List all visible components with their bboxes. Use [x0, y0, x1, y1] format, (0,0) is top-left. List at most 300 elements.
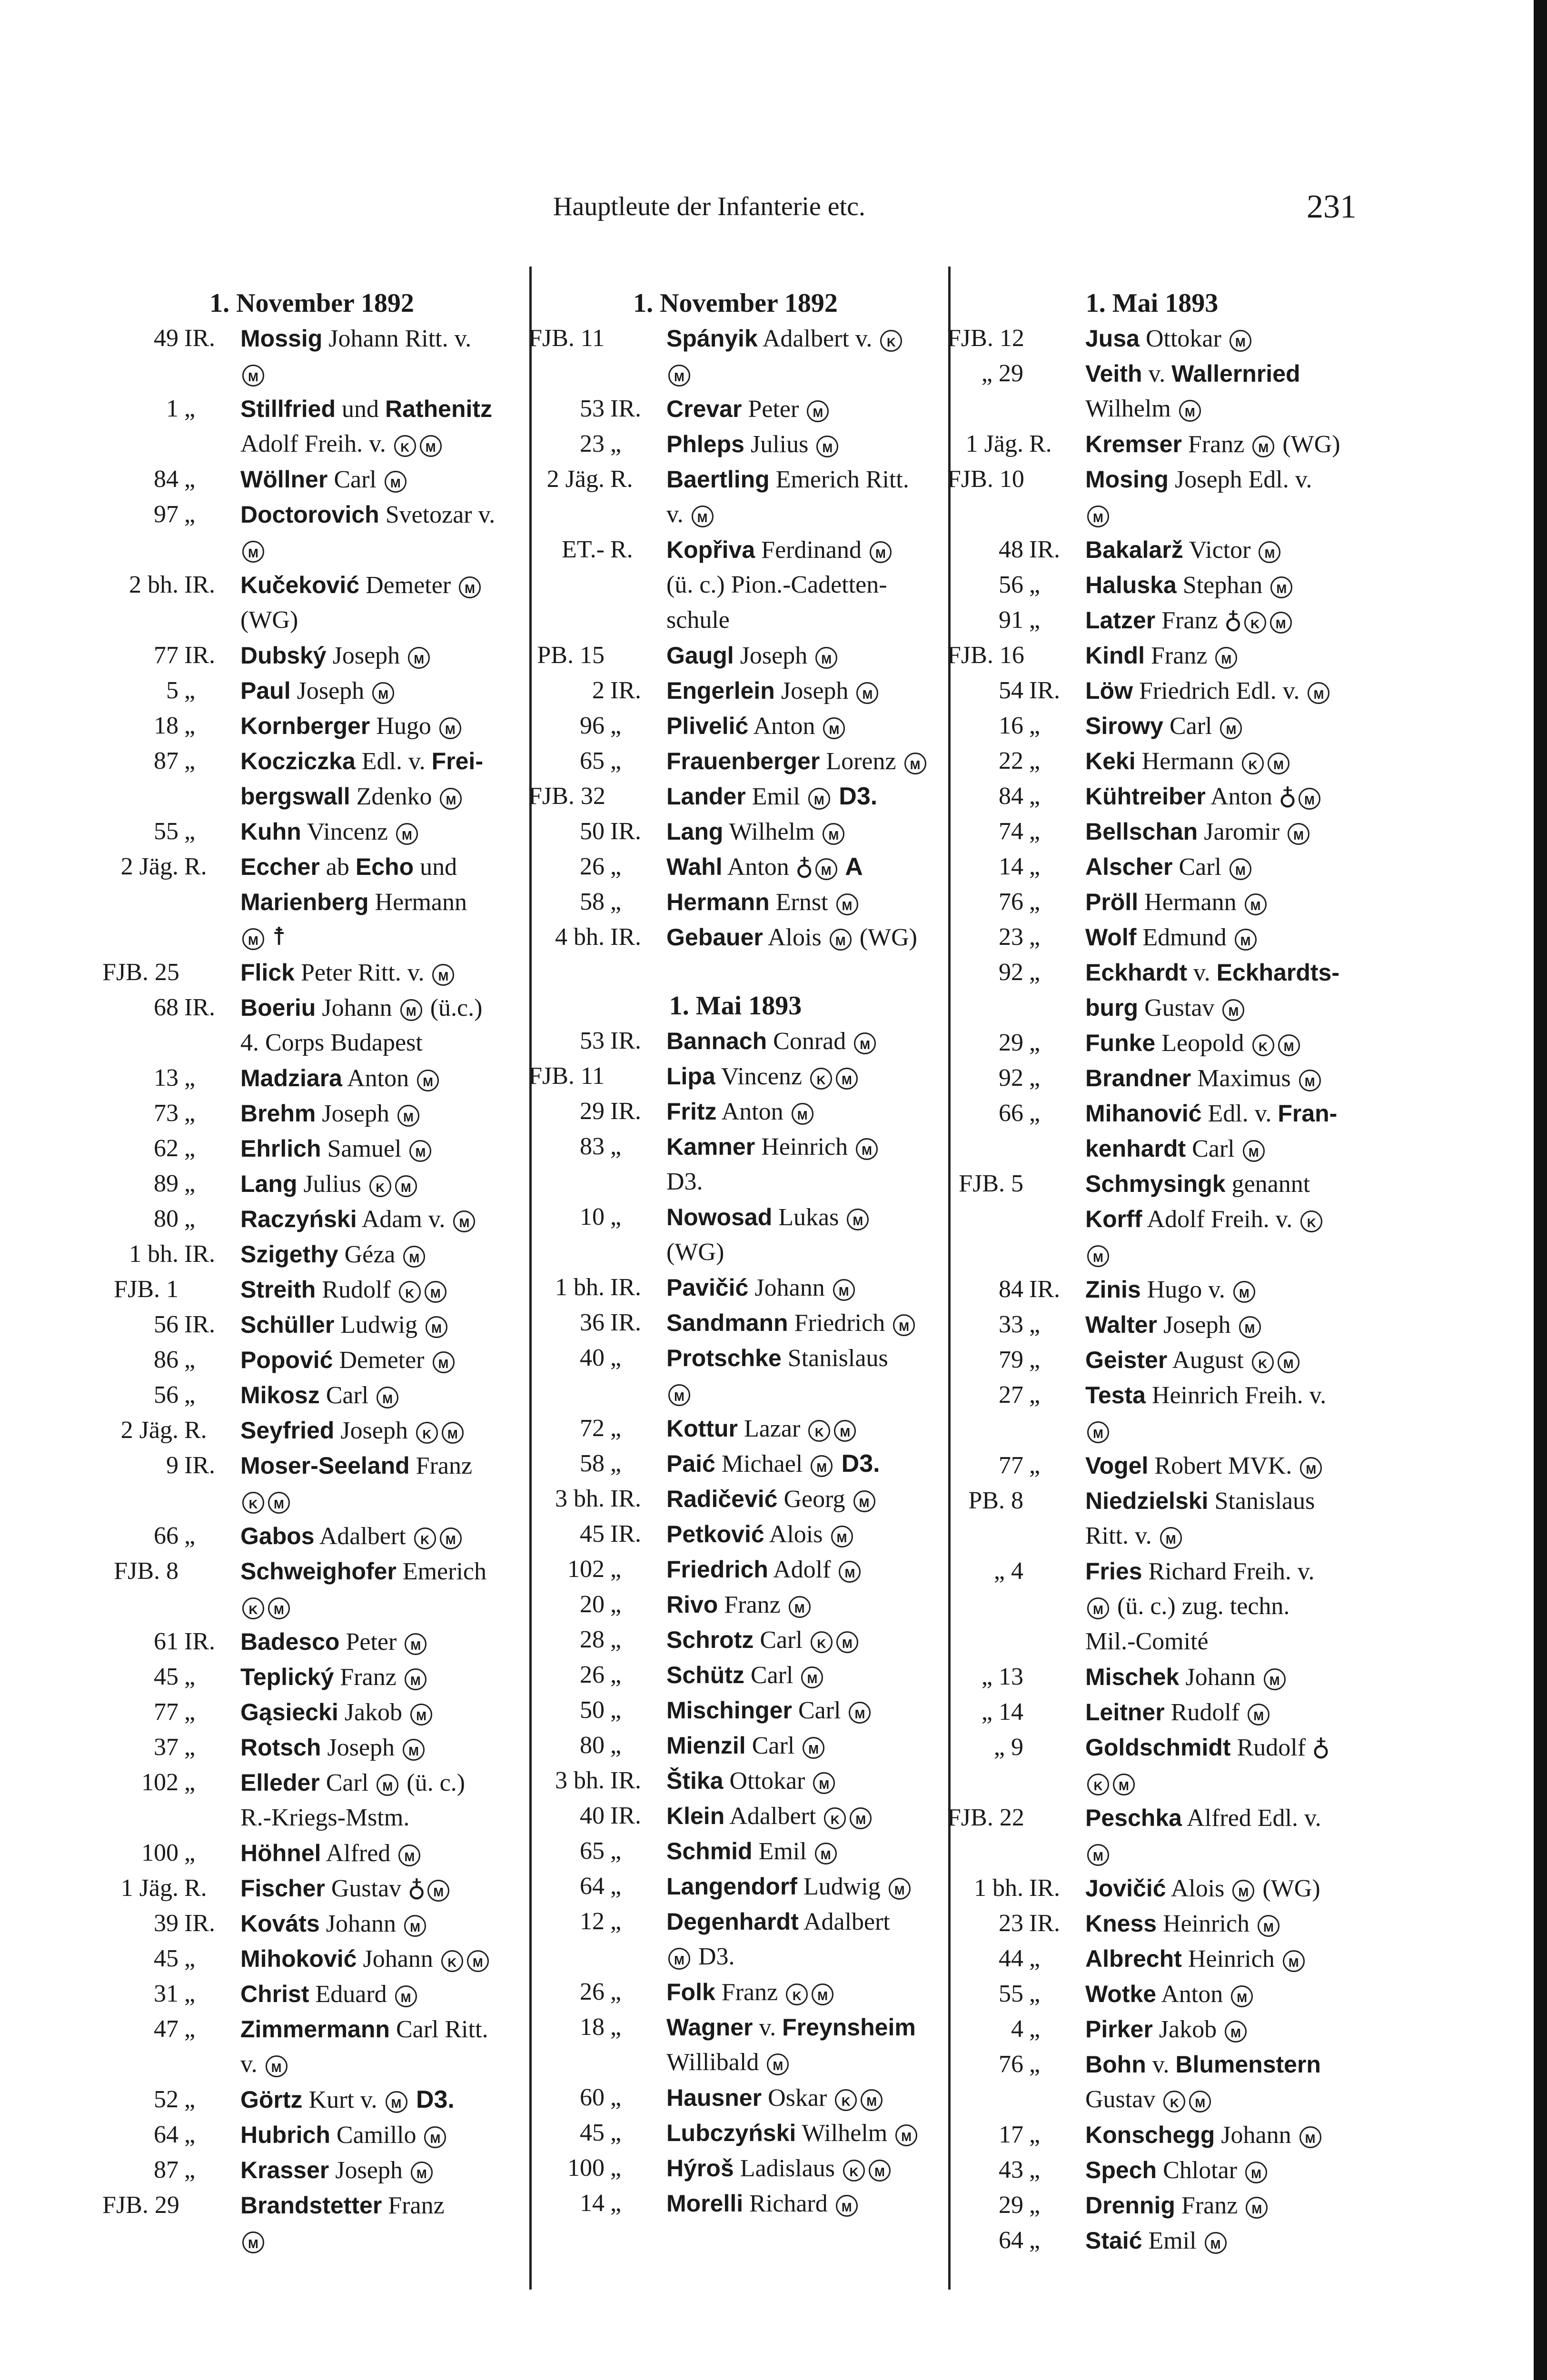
unit-type: „ — [1029, 1452, 1041, 1479]
medal-icon: K — [824, 1807, 846, 1829]
entry-line — [1085, 567, 1357, 603]
entry-line — [240, 1730, 521, 1765]
unit-type: „ — [1029, 606, 1041, 634]
unit-number: 45 — [154, 1945, 178, 1972]
medal-icon: M — [815, 858, 837, 880]
entry-text: Kurt v. — [302, 2086, 384, 2113]
unit-number: FJB. 8 — [114, 1557, 178, 1585]
unit-type: „ — [1029, 571, 1041, 598]
medal-icon: K — [414, 1527, 436, 1549]
entry-line — [666, 849, 942, 884]
entry-text: Anton — [1205, 783, 1279, 810]
person-surname: Wolf — [1085, 924, 1137, 951]
entry-text: Carl — [792, 1697, 847, 1724]
person-surname: Haluska — [1085, 572, 1177, 598]
list-item — [947, 2188, 1357, 2223]
entry-text: Peter Ritt. v. — [294, 959, 431, 986]
unit-number: 62 — [154, 1135, 178, 1162]
medal-icon: M — [1220, 717, 1242, 739]
unit-number: 100 — [567, 2154, 605, 2182]
unit-type: „ — [184, 2156, 196, 2183]
entry-text: Emil — [752, 1838, 813, 1865]
medal-icon: K — [416, 1422, 438, 1444]
entry-line — [1085, 1237, 1357, 1272]
entry-text: Hermann — [1138, 889, 1243, 916]
medal-icon: K — [1300, 1210, 1322, 1232]
person-surname: Popović — [240, 1347, 333, 1373]
unit-type: IR. — [610, 395, 641, 422]
entry-text: Leopold — [1155, 1030, 1250, 1057]
unit-number: 40 — [580, 1344, 605, 1371]
person-surname: Flick — [240, 959, 295, 986]
medal-icon: M — [1087, 1844, 1109, 1866]
list-item — [947, 1096, 1357, 1166]
person-surname: Dubský — [240, 642, 327, 669]
medal-icon: K — [394, 435, 416, 457]
medal-icon: M — [889, 1878, 911, 1900]
unit-type: R. — [184, 1874, 207, 1902]
entry-text: (WG) — [666, 1239, 724, 1266]
entry-text: Johann — [319, 1910, 403, 1937]
person-surname: Hýroš — [666, 2155, 734, 2182]
unit-number: 86 — [154, 1346, 178, 1373]
person-surname: Frauenberger — [666, 748, 820, 774]
unit-number: 102 — [567, 1556, 605, 1583]
list-item — [947, 1025, 1357, 1061]
medal-icon: K — [1252, 1351, 1274, 1373]
person-surname: Ehrlich — [240, 1135, 321, 1162]
unit-type: IR. — [610, 1485, 641, 1512]
entry-line — [240, 1695, 521, 1730]
list-item — [528, 1974, 942, 2010]
medal-icon: M — [1160, 1527, 1182, 1549]
medal-icon: M — [1087, 1421, 1109, 1443]
list-item — [947, 2012, 1357, 2047]
entry-line — [666, 884, 942, 920]
page-number: 231 — [1307, 188, 1357, 225]
person-surname: Gaugl — [666, 642, 734, 669]
unit-number: 52 — [154, 2086, 178, 2113]
list-item — [947, 1941, 1357, 1976]
entry-line — [666, 1200, 942, 1235]
unit-number: 91 — [999, 606, 1023, 634]
entry-text: Hugo — [370, 713, 437, 740]
person-surname: Lipa — [666, 1063, 715, 1090]
entry-text: Joseph — [334, 1417, 414, 1444]
person-surname: Lubczyński — [666, 2120, 796, 2146]
person-surname: Sirowy — [1085, 713, 1163, 739]
entry-text: Jakob — [1152, 2016, 1223, 2043]
entry-text: Edl. v. — [355, 748, 432, 775]
entry-line — [240, 532, 521, 567]
unit-number: 68 — [154, 994, 178, 1021]
unit-type: IR. — [610, 1802, 641, 1829]
entry-text: (WG) — [1276, 431, 1340, 458]
medal-icon: M — [432, 964, 454, 986]
list-item — [528, 1023, 942, 1059]
unit-type: „ — [610, 1837, 622, 1864]
unit-type: „ — [1029, 712, 1041, 739]
unit-type: „ — [184, 1734, 196, 1761]
entry-text: Alfred Edl. v. — [1181, 1805, 1321, 1832]
unit-type: „ — [610, 1450, 622, 1477]
person-surname: Pirker — [1085, 2016, 1153, 2043]
list-item — [102, 1976, 521, 2012]
entry-line — [1085, 1413, 1357, 1448]
entry-line — [240, 1765, 521, 1800]
person-surname: Madziara — [240, 1065, 342, 1091]
entry-line — [666, 744, 942, 779]
unit-type: „ — [610, 1661, 622, 1688]
entry-text: Richard — [743, 2190, 834, 2217]
unit-type: „ — [184, 1769, 196, 1796]
unit-number: 1 bh. — [555, 1274, 605, 1301]
entry-line — [240, 1659, 521, 1695]
unit-type: „ — [610, 1732, 622, 1759]
person-surname: Zinis — [1085, 1276, 1141, 1303]
person-surname: Niedzielski — [1085, 1488, 1209, 1514]
unit-number: 33 — [999, 1311, 1023, 1338]
entry-line — [1085, 1554, 1357, 1589]
medal-icon: M — [812, 1983, 833, 2005]
entry-text: Ferdinand — [755, 536, 868, 564]
medal-icon: M — [668, 365, 690, 387]
medal-icon: M — [1278, 1351, 1299, 1373]
unit-number: FJB. 25 — [102, 959, 179, 986]
entry-text: und — [414, 853, 457, 881]
person-surname: Fran- — [1278, 1100, 1338, 1127]
list-item — [102, 1342, 521, 1378]
medal-icon: K — [1087, 1774, 1109, 1795]
unit-type: „ — [1029, 1346, 1041, 1373]
person-surname: Phleps — [666, 431, 744, 457]
entry-line — [666, 1235, 942, 1270]
list-item — [102, 1131, 521, 1166]
entry-text: Peter — [339, 1628, 403, 1656]
unit-number: 45 — [580, 2119, 605, 2146]
medal-icon: M — [1189, 2091, 1211, 2112]
entry-text: ☨ — [266, 923, 286, 951]
unit-type: IR. — [184, 642, 215, 669]
entry-line — [1085, 638, 1357, 673]
unit-type: IR. — [184, 994, 215, 1021]
unit-number: 45 — [154, 1663, 178, 1690]
list-item — [528, 1657, 942, 1693]
entry-line — [666, 1376, 942, 1411]
entry-line — [666, 2010, 942, 2045]
entry-line — [666, 920, 942, 955]
person-surname: Fries — [1085, 1558, 1142, 1585]
entry-text: Vincenz — [301, 818, 394, 845]
unit-type: „ — [610, 430, 622, 457]
medal-icon: M — [856, 682, 878, 704]
entry-text: Wilhelm — [723, 818, 821, 845]
entry-text: (ü. c.) — [400, 1769, 465, 1796]
person-surname: Eccher — [240, 853, 320, 880]
unit-number: 92 — [999, 1064, 1023, 1091]
list-item — [947, 1448, 1357, 1483]
entry-line — [1085, 708, 1357, 744]
unit-number: „ 29 — [981, 360, 1023, 387]
entry-line — [240, 1448, 521, 1483]
entry-line — [666, 1622, 942, 1657]
unit-type: „ — [1029, 783, 1041, 810]
unit-number: 102 — [141, 1769, 178, 1796]
entry-line — [1085, 920, 1357, 955]
unit-number: 1 bh. — [974, 1874, 1023, 1902]
entry-line — [240, 1976, 521, 2012]
entry-text: (ü. c.) zug. techn. — [1111, 1593, 1290, 1620]
person-surname: Christ — [240, 1981, 309, 2007]
unit-type: „ — [1029, 1381, 1041, 1408]
entry-text: Friedrich — [788, 1309, 892, 1337]
entry-text: Adalbert — [314, 1523, 412, 1550]
medal-icon: M — [403, 1739, 425, 1761]
unit-type: „ — [610, 1908, 622, 1935]
medal-icon: M — [1270, 612, 1292, 634]
entry-text: Lorenz — [820, 748, 902, 775]
person-surname: Walter — [1085, 1311, 1157, 1338]
list-item — [528, 1129, 942, 1200]
medal-icon: M — [453, 1210, 475, 1232]
list-item — [947, 1730, 1357, 1800]
entry-line — [240, 1378, 521, 1413]
unit-number: 96 — [580, 712, 605, 739]
entry-line — [666, 356, 942, 391]
entry-line — [666, 638, 942, 673]
unit-type: „ — [184, 466, 196, 493]
unit-type: IR. — [610, 818, 641, 845]
medal-icon: M — [1215, 647, 1237, 669]
unit-number: 2 Jäg. — [120, 853, 178, 880]
entry-text: Carl — [319, 1382, 375, 1409]
unit-type — [1023, 1800, 1085, 1871]
entry-text: Gustav — [1085, 2086, 1162, 2113]
unit-number: 27 — [999, 1381, 1023, 1408]
entry-text: Ritt. v. — [1085, 1522, 1158, 1549]
entry-text: Franz — [1175, 2192, 1244, 2219]
person-surname: Elleder — [240, 1769, 320, 1796]
medal-icon: M — [839, 1561, 861, 1583]
entry-text: Anton — [748, 713, 822, 740]
unit-type: IR. — [610, 1098, 641, 1125]
unit-type: IR. — [610, 677, 641, 704]
unit-type: „ — [610, 747, 622, 774]
person-surname: Kottur — [666, 1415, 738, 1442]
entry-text: Adolf Freih. v. — [240, 430, 392, 457]
entry-text: Rudolf — [1230, 1734, 1312, 1761]
medal-icon: M — [836, 2195, 858, 2217]
unit-type: „ — [610, 853, 622, 880]
unit-type: „ — [610, 2119, 622, 2146]
entry-line — [1085, 1871, 1357, 1906]
medal-icon: M — [767, 2053, 789, 2075]
unit-number: FJB. 11 — [528, 1062, 605, 1090]
medal-icon: M — [823, 823, 844, 845]
entry-line — [1085, 884, 1357, 920]
unit-number: 84 — [999, 1276, 1023, 1303]
entry-text: Rudolf — [1164, 1699, 1246, 1726]
decoration-symbol: ♁ — [1224, 607, 1242, 634]
unit-type: „ — [184, 818, 196, 845]
entry-text: Gustav — [1138, 994, 1221, 1021]
unit-number: 83 — [580, 1133, 605, 1160]
medal-icon: M — [420, 435, 442, 457]
entry-line — [1085, 1695, 1357, 1730]
list-item — [528, 1446, 942, 1481]
medal-icon: M — [1270, 576, 1292, 598]
entry-text: Conrad — [767, 1028, 853, 1055]
list-item — [947, 1342, 1357, 1378]
entry-line — [240, 1201, 521, 1237]
medal-icon: K — [835, 2089, 857, 2111]
medal-icon: M — [1259, 541, 1280, 563]
entry-line — [666, 1869, 942, 1904]
list-item — [102, 1835, 521, 1871]
person-surname: Bellschan — [1085, 818, 1198, 845]
unit-number: 60 — [580, 2084, 605, 2111]
entry-text: Franz — [382, 2192, 445, 2219]
entry-text: Carl — [1163, 713, 1219, 740]
unit-number: 80 — [580, 1732, 605, 1759]
entry-text: R.-Kriegs-Mstm. — [240, 1804, 410, 1831]
person-surname: Gebauer — [666, 924, 763, 951]
entry-line — [1085, 2188, 1357, 2223]
unit-type: IR. — [1029, 536, 1060, 563]
person-surname: Kocziczka — [240, 748, 356, 774]
person-surname: Albrecht — [1085, 1945, 1182, 1972]
entry-text: (WG) — [240, 606, 298, 634]
entry-text: Johann — [1179, 1664, 1262, 1691]
unit-type: R. — [1029, 430, 1052, 457]
medal-icon: M — [403, 1246, 425, 1268]
entry-line — [666, 462, 942, 497]
list-item — [528, 1763, 942, 1798]
entry-line — [1085, 1061, 1357, 1096]
unit-number: 54 — [999, 677, 1023, 704]
page-edge-bar — [1534, 0, 1547, 2380]
list-item — [102, 462, 521, 497]
entry-line — [240, 497, 521, 532]
entry-text: Gustav — [325, 1875, 408, 1902]
entry-text: Heinrich — [1181, 1945, 1281, 1973]
unit-type: „ — [610, 1415, 622, 1442]
list-item — [947, 955, 1357, 1025]
entry-line — [666, 2080, 942, 2115]
medal-icon: M — [268, 1492, 290, 1514]
unit-number: 18 — [154, 712, 178, 739]
unit-type: „ — [184, 677, 196, 704]
list-item — [102, 1659, 521, 1695]
list-item — [947, 1800, 1357, 1871]
list-item — [102, 2188, 521, 2258]
unit-type — [1023, 1554, 1085, 1659]
medal-icon: M — [1179, 400, 1201, 422]
list-item — [947, 638, 1357, 673]
entry-line — [666, 1094, 942, 1129]
person-surname: Testa — [1085, 1382, 1146, 1408]
entry-text: Franz — [1155, 607, 1224, 634]
entry-line — [1085, 2223, 1357, 2258]
entry-text: Victor — [1183, 536, 1257, 564]
medal-icon: M — [1087, 506, 1109, 527]
unit-number: 3 bh. — [555, 1767, 605, 1794]
entry-text: Franz — [1144, 642, 1214, 669]
unit-type — [1023, 1659, 1085, 1695]
entry-line — [240, 849, 521, 884]
entry-text: Vincenz — [715, 1063, 808, 1090]
decoration-mark: D3. — [834, 1450, 880, 1478]
person-surname: Korff — [1085, 1206, 1142, 1232]
medal-icon: M — [853, 1490, 875, 1512]
person-surname: Paul — [240, 677, 291, 704]
medal-icon: K — [242, 1492, 264, 1514]
medal-icon: M — [1283, 1950, 1305, 1972]
entry-text: Joseph — [774, 677, 855, 704]
person-surname: Höhnel — [240, 1840, 321, 1866]
person-surname: Staić — [1085, 2227, 1142, 2254]
person-surname: Kness — [1085, 1910, 1157, 1937]
unit-type: „ — [610, 1556, 622, 1583]
medal-icon: M — [801, 1666, 823, 1688]
section-heading: 1. Mai 1893 — [669, 991, 802, 1021]
person-surname: Lander — [666, 783, 746, 810]
list-item — [102, 1448, 521, 1518]
medal-icon: M — [831, 1526, 853, 1547]
medal-icon: K — [1163, 2091, 1185, 2112]
medal-icon: M — [395, 1985, 417, 2007]
list-item — [947, 2117, 1357, 2152]
medal-icon: M — [895, 2124, 917, 2146]
entry-text: Hugo v. — [1140, 1276, 1231, 1303]
entry-line — [240, 814, 521, 849]
medal-icon: M — [833, 1279, 855, 1301]
unit-type: IR. — [1029, 1276, 1060, 1303]
person-surname: Langendorf — [666, 1873, 797, 1900]
medal-icon: M — [377, 1774, 398, 1796]
column-right — [947, 286, 1357, 2258]
medal-icon: K — [399, 1281, 421, 1303]
person-surname: Drennig — [1085, 2192, 1175, 2219]
entry-line — [240, 1518, 521, 1554]
person-surname: Mihanović — [1085, 1100, 1202, 1127]
unit-type — [178, 1272, 240, 1307]
medal-icon: M — [668, 1948, 690, 1970]
medal-icon: M — [904, 753, 926, 774]
entry-line — [240, 1131, 521, 1166]
medal-icon: M — [1252, 436, 1274, 457]
unit-type: IR. — [184, 1452, 215, 1479]
entry-line — [666, 1552, 942, 1587]
entry-line — [240, 1025, 521, 1061]
entry-text: Adalbert — [724, 1803, 823, 1830]
medal-icon: M — [861, 2089, 883, 2111]
medal-icon: K — [810, 1068, 832, 1090]
list-item — [102, 1554, 521, 1624]
unit-number: 10 — [580, 1203, 605, 1230]
person-surname: Štika — [666, 1767, 724, 1794]
entry-text: Adolf Freih. v. — [1142, 1206, 1299, 1233]
person-surname: Funke — [1085, 1030, 1156, 1056]
entry-text: Franz — [409, 1452, 473, 1479]
entry-text: v. — [753, 2014, 783, 2041]
medal-icon: M — [425, 1281, 446, 1303]
entry-text: Joseph — [329, 2157, 409, 2184]
unit-type: „ — [610, 1344, 622, 1371]
medal-icon: M — [1233, 1281, 1255, 1303]
person-surname: Wagner — [666, 2014, 753, 2041]
entry-text: Peter — [742, 396, 805, 423]
